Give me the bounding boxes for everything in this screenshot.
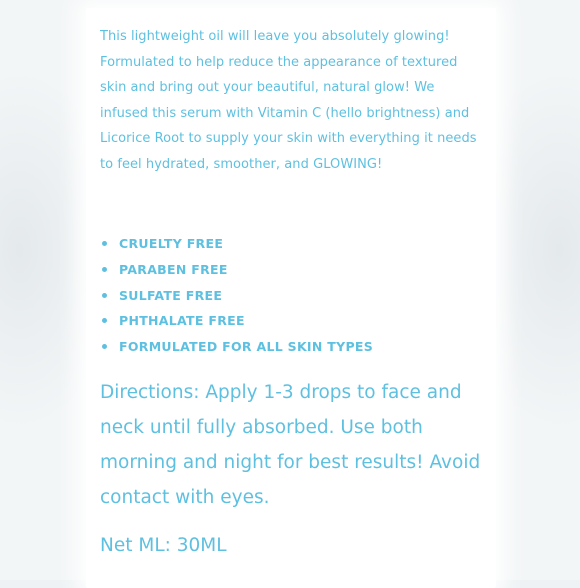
feature-label: CRUELTY FREE (119, 236, 224, 251)
feature-label: FORMULATED FOR ALL SKIN TYPES (119, 339, 374, 355)
bullet-dot-icon (102, 318, 107, 323)
feature-item (100, 257, 373, 283)
feature-label: SULFATE FREE (119, 287, 223, 303)
feature-list (100, 231, 373, 360)
feature-item (100, 308, 373, 334)
product-intro-text: This lightweight oil will leave you absolutely glowing! Formulated to help reduce the appearance of textured skin and bring out your beautiful, natural glow! We infused this serum with Vitamin C (hello brightness) and Licorice Root to supply your skin with everything it needs to feel hydrated, smoother, and GLOWING! (100, 29, 477, 172)
net-volume-text: Net ML: 30ML (100, 535, 227, 556)
feature-item (100, 231, 373, 257)
feature-item (100, 334, 373, 360)
product-description-content (100, 24, 485, 556)
bullet-dot-icon (102, 344, 107, 349)
bullet-dot-icon (102, 267, 107, 272)
feature-label: PARABEN FREE (119, 261, 228, 277)
feature-label: PHTHALATE FREE (119, 313, 245, 329)
directions-text: Directions: Apply 1-3 drops to face and neck until fully absorbed. Use both morning and night for best results! Avoid contact with eyes. (100, 382, 481, 508)
bullet-dot-icon (102, 241, 107, 246)
feature-item (100, 283, 373, 309)
bullet-dot-icon (102, 293, 107, 298)
